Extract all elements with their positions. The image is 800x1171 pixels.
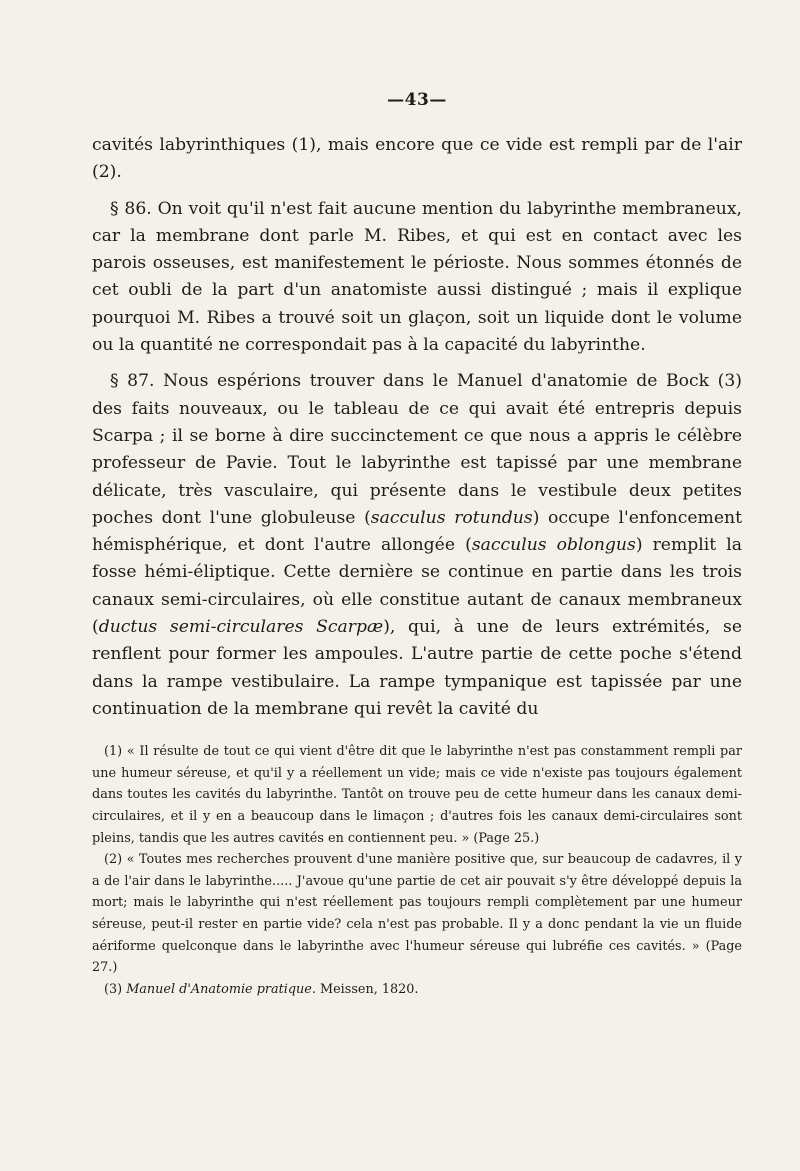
footnote-3-marker: (3)	[104, 981, 127, 997]
footnote-3-title: Manuel d'Anatomie pratique	[126, 981, 312, 997]
term-sacculus-oblongus: sacculus oblongus	[471, 535, 636, 556]
main-text	[92, 132, 742, 723]
paragraph-86: § 86. On voit qu'il n'est fait aucune mention du labyrinthe membraneux, car la membrane dont parle M. Ribes, et qui est en contact avec les parois osseuses, est manifestement le périoste. Nous sommes étonnés de cet oubli de la part d'un anatomiste aussi distingué ; mais il explique pourquoi M. Ribes a trouvé soit un glaçon, soit un liquide dont le volume ou la quantité ne correspondait pas à la capacité du labyrinthe.	[92, 198, 742, 356]
page-number: —43—	[387, 90, 447, 110]
paragraph-87-part-2: ) occupe l'enfoncement hémisphérique, et dont l'autre allongée (	[92, 507, 742, 556]
footnote-1: (1) « Il résulte de tout ce qui vient d'être dit que le labyrinthe n'est pas constamment rempli par une humeur séreuse, et qu'il y a réellement un vide; mais ce vide n'existe pas toujours également dans toutes les cavités du labyrinthe. Tantôt on trouve peu de cette humeur dans les canaux demi-circulaires, et il y en a beaucoup dans le limaçon ; d'autres fois les canaux demi-circulaires sont pleins, tandis que les autres cavités en contiennent peu. » (Page 25.)	[92, 744, 742, 846]
footnote-2: (2) « Toutes mes recherches prouvent d'une manière positive que, sur beaucoup de cadavres, il y a de l'air dans le labyrinthe..... J'avoue qu'une partie de cet air pouvait s'y être développé depuis la mort; mais le labyrinthe qui n'est réellement pas toujours rempli complètement par une humeur séreuse, peut-il rester en partie vide? cela n'est pas probable. Il y a donc pendant la vie un fluide aériforme quelconque dans le labyrinthe avec l'humeur séreuse qui lubréfie ces cavités. » (Page 27.)	[92, 852, 742, 976]
term-sacculus-rotundus: sacculus rotundus	[370, 507, 533, 528]
footnote-3-rest: . Meissen, 1820.	[311, 981, 419, 997]
footnote-3	[92, 979, 742, 1001]
paragraph-87-part-4: ), qui, à une de leurs extrémités, se renflent pour former les ampoules. L'autre partie de cette poche s'étend dans la rampe vestibulaire. La rampe tympanique est tapissée par une continuation de la membrane qui revêt la cavité du	[92, 617, 742, 719]
footnotes	[92, 741, 742, 1000]
continuation-paragraph: cavités labyrinthiques (1), mais encore que ce vide est rempli par de l'air (2).	[92, 135, 742, 183]
paragraph-87	[92, 368, 742, 723]
term-ductus-semi-circulares: ductus semi-circulares Scarpæ	[98, 617, 384, 638]
paragraph-87-part-3: ) remplit la fosse hémi-éliptique. Cette dernière se continue en partie dans les trois canaux semi-circulaires, où elle constitue autant de canaux membraneux (	[92, 535, 742, 638]
paragraph-87-part-1: § 87. Nous espérions trouver dans le Manuel d'anatomie de Bock (3) des faits nouveaux, ou le tableau de ce qui avait été entrepris depuis Scarpa ; il se borne à dire succinctement ce que nous a appris le célèbre professeur de Pavie. Tout le labyrinthe est tapissé par une membrane délicate, très vasculaire, qui présente dans le vestibule deux petites poches dont l'une globuleuse (	[92, 371, 742, 528]
